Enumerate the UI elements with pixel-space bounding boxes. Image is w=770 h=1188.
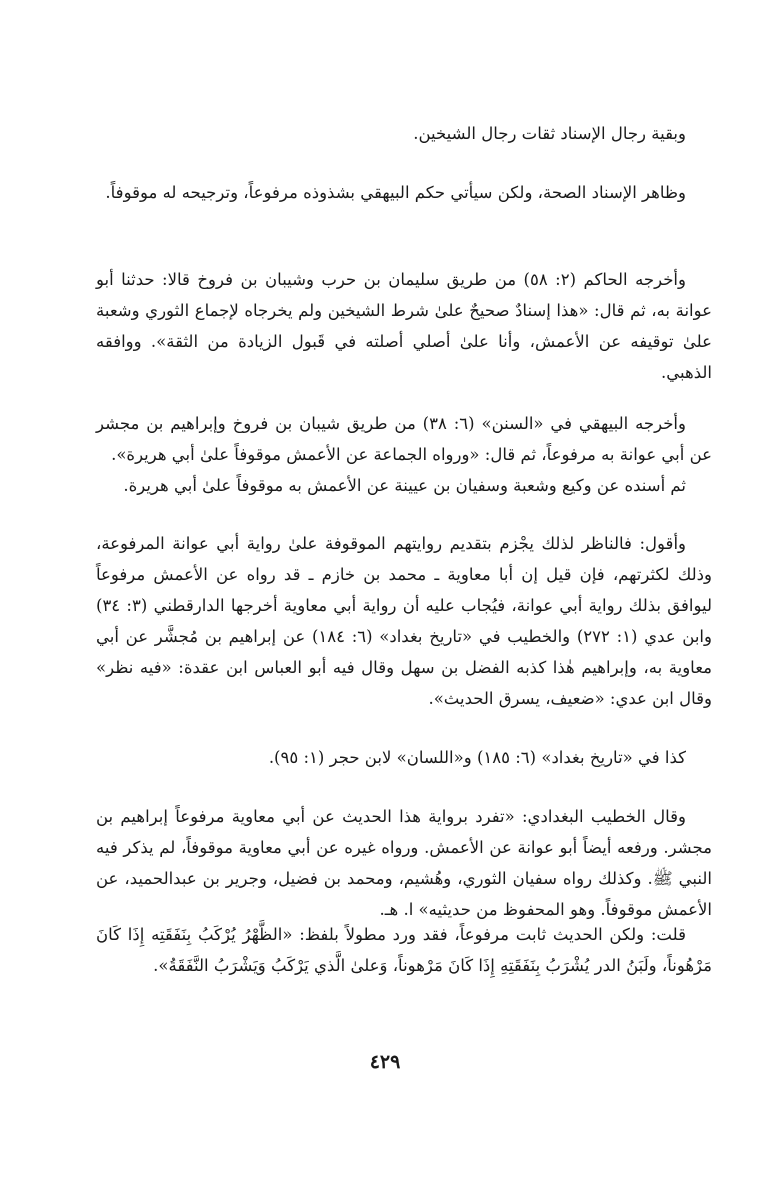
paragraph-conclusion [96, 919, 712, 981]
paragraph-line: كذا في «تاريخ بغداد» (٦: ١٨٥) و«اللسان» لابن حجر (١: ٩٥). [268, 748, 686, 767]
paragraph-line: وبقية رجال الإسناد ثقات رجال الشيخين. [413, 124, 686, 143]
paragraph-line: وقال الخطيب البغدادي: «تفرد برواية هذا الحديث عن أبي معاوية مرفوعاً إبراهيم بن مجشر. ورفعه أيضاً أبو عوانة عن الأعمش. ورواه غيره عن أبي معاوية موقوفاً، لم يذكر فيه النبي ﷺ. وكذلك رواه سفيان الثوري، وهُشيم، ومحمد بن فضيل، وجرير بن عبدالحميد، عن الأعمش موقوفاً. وهو المحفوظ من حديثيه» ا. هـ. [96, 807, 712, 919]
paragraph-hakim [96, 264, 712, 388]
paragraph-narrators [96, 118, 712, 149]
paragraph-line: وأخرجه البيهقي في «السنن» (٦: ٣٨) من طريق شيبان بن فروخ وإبراهيم بن مجشر عن أبي عوانة به مرفوعاً، ثم قال: «ورواه الجماعة عن الأعمش موقوفاً علىٰ أبي هريرة». [96, 414, 712, 464]
paragraph-khatib [96, 801, 712, 925]
paragraph-line: وظاهر الإسناد الصحة، ولكن سيأتي حكم البيهقي بشذوذه مرفوعاً، وترجيحه له موقوفاً. [105, 183, 686, 202]
paragraph-line: ثم أسنده عن وكيع وشعبة وسفيان بن عيينة عن الأعمش به موقوفاً علىٰ أبي هريرة. [123, 476, 686, 495]
paragraph-line: وأخرجه الحاكم (٢: ٥٨) من طريق سليمان بن حرب وشيبان بن فروخ قالا: حدثنا أبو عوانة به، ثم قال: «هذا إسنادٌ صحيحٌ علىٰ شرط الشيخين ولم يخرجاه لإجماع الثوري وشعبة علىٰ توقيفه عن الأعمش، وأنا علىٰ أصلي أصلته في قَبول الزيادة من الثقة». ووافقه الذهبي. [96, 270, 712, 382]
paragraph-reference [96, 742, 712, 773]
paragraph-isnad-authenticity [96, 177, 712, 208]
paragraph-line: قلت: ولكن الحديث ثابت مرفوعاً، فقد ورد مطولاً بلفظ: «الظَّهْرُ يُرْكَبُ بِنَفَقَتِه إِذَا كَانَ مَرْهُوناً، ولَبَنُ الدر يُشْرَبُ بِنَفَقَتِهِ إِذَا كَانَ مَرْهوناً، وَعلىٰ الَّذي يَرْكَبُ وَيَشْرَبُ النَّفَقَةُ». [96, 925, 712, 975]
paragraph-author-opinion [96, 528, 712, 714]
paragraph-line: وأقول: فالناظر لذلك يجْزم بتقديم روايتهم الموقوفة علىٰ رواية أبي عوانة المرفوعة، وذلك لكثرتهم، فإن قيل إن أبا معاوية ـ محمد بن خازم ـ قد رواه عن الأعمش مرفوعاً ليوافق بذلك رواية أبي عوانة، فيُجاب عليه أن رواية أبي معاوية أخرجها الدارقطني (٣: ٣٤) وابن عدي (١: ٢٧٢) والخطيب في «تاريخ بغداد» (٦: ١٨٤) عن إبراهيم بن مُجشَّر عن أبي معاوية به، وإبراهيم هٰذا كذبه الفضل بن سهل وقال فيه أبو العباس ابن عقدة: «فيه نظر» وقال ابن عدي: «ضعيف، يسرق الحديث». [96, 534, 712, 708]
paragraph-bayhaqi [96, 408, 712, 501]
page-number: ٤٢٩ [369, 1051, 401, 1073]
